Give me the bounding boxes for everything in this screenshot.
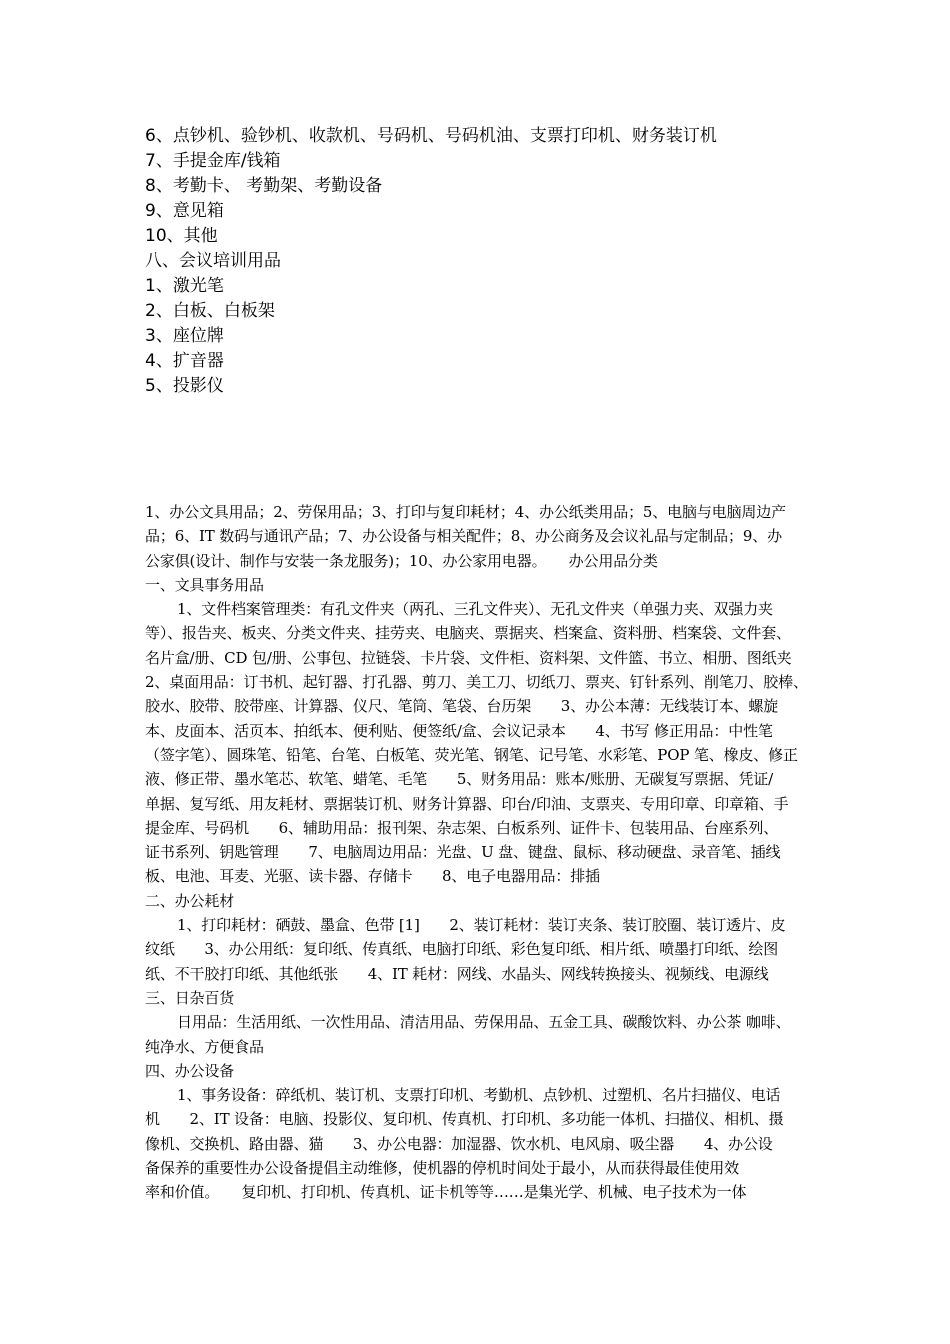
- list-item: 9、意见箱: [145, 201, 224, 221]
- body-line: 日用品：生活用纸、一次性用品、清洁用品、劳保用品、五金工具、碳酸饮料、办公茶 咖啡、: [177, 1013, 791, 1032]
- body-line: 1、事务设备：碎纸机、装订机、支票打印机、考勤机、点钞机、过塑机、名片扫描仪、电话: [177, 1086, 781, 1105]
- list-item: 7、手提金库/钱箱: [145, 151, 281, 171]
- body-line: 2、桌面用品：订书机、起钉器、打孔器、剪刀、美工刀、切纸刀、票夹、钉针系列、削笔刀、胶棒、: [145, 673, 808, 692]
- list-item: 3、座位牌: [145, 326, 224, 346]
- section-heading: 三、日杂百货: [145, 988, 235, 1007]
- body-line: 像机、交换机、路由器、猫 3、办公电器：加湿器、饮水机、电风扇、吸尘器 4、办公设: [145, 1134, 773, 1153]
- body-line: 1、办公文具用品；2、劳保用品；3、打印与复印耗材；4、办公纸类用品；5、电脑与电脑周边产: [145, 503, 786, 521]
- body-line: 证书系列、钥匙管理 7、电脑周边用品：光盘、U 盘、键盘、鼠标、移动硬盘、录音笔、插线: [145, 843, 781, 862]
- body-line: 纸、不干胶打印纸、其他纸张 4、IT 耗材：网线、水晶头、网线转换接头、视频线、电源线: [145, 964, 769, 983]
- body-line: 纯净水、方便食品: [145, 1037, 264, 1056]
- body-line: 纹纸 3、办公用纸：复印纸、传真纸、电脑打印纸、彩色复印纸、相片纸、喷墨打印纸、绘图: [145, 940, 779, 959]
- body-line: 公家俱(设计、制作与安装一条龙服务)；10、办公家用电器。 办公用品分类: [145, 551, 658, 570]
- list-item: 10、其他: [145, 226, 218, 246]
- body-line: 液、修正带、墨水笔芯、软笔、蜡笔、毛笔 5、财务用品：账本/账册、无碳复写票据、凭证/: [145, 770, 774, 789]
- body-line: 胶水、胶带、胶带座、计算器、仪尺、笔筒、笔袋、台历架 3、办公本薄：无线装订本、螺旋: [145, 697, 779, 716]
- body-line: 板、电池、耳麦、光驱、读卡器、存储卡 8、电子电器用品：排插: [145, 867, 600, 886]
- body-line: 等）、报告夹、板夹、分类文件夹、挂劳夹、电脑夹、票据夹、档案盒、资料册、档案袋、文件套、: [145, 624, 791, 643]
- section-heading: 二、办公耗材: [145, 891, 235, 910]
- body-line: （签字笔）、圆珠笔、铅笔、台笔、白板笔、荧光笔、钢笔、记号笔、水彩笔、POP 笔、橡皮、修正: [145, 745, 798, 764]
- body-line: 机 2、IT 设备：电脑、投影仪、复印机、传真机、打印机、多功能一体机、扫描仪、相机、摄: [145, 1110, 784, 1129]
- section-heading: 八、会议培训用品: [145, 251, 281, 271]
- list-item: 1、激光笔: [145, 276, 224, 296]
- list-item: 2、白板、白板架: [145, 301, 275, 321]
- item-list: [145, 124, 845, 399]
- list-item: 6、点钞机、验钞机、收款机、号码机、号码机油、支票打印机、财务装订机: [145, 126, 717, 146]
- body-line: 本、皮面本、活页本、拍纸本、便利贴、便签纸/盒、会议记录本 4、书写 修正用品：中性笔: [145, 721, 773, 740]
- body-line: 名片盒/册、CD 包/册、公事包、拉链袋、卡片袋、文件柜、资料架、文件篮、书立、相册、图纸夹: [145, 648, 792, 667]
- body-line: 备保养的重要性办公设备提倡主动维修，使机器的停机时间处于最小，从而获得最佳使用效: [145, 1159, 740, 1178]
- section-heading: 一、文具事务用品: [145, 575, 264, 594]
- list-item: 8、考勤卡、 考勤架、考勤设备: [145, 176, 383, 196]
- body-line: 品；6、IT 数码与通讯产品；7、办公设备与相关配件；8、办公商务及会议礼品与定制品；9、办: [145, 527, 782, 546]
- body-line: 提金库、号码机 6、辅助用品：报刊架、杂志架、白板系列、证件卡、包装用品、台座系列、: [145, 818, 779, 837]
- body-text: [145, 500, 815, 1205]
- body-line: 率和价值。 复印机、打印机、传真机、证卡机等等……是集光学、机械、电子技术为一体: [145, 1183, 747, 1202]
- section-heading: 四、办公设备: [145, 1061, 235, 1080]
- list-item: 5、投影仪: [145, 376, 224, 396]
- body-line: 1、打印耗材：硒鼓、墨盒、色带 [1] 2、装订耗材：装订夹条、装订胶圈、装订透片、皮: [177, 916, 786, 935]
- body-line: 1、文件档案管理类：有孔文件夹（两孔、三孔文件夹）、无孔文件夹（单强力夹、双强力夹: [177, 600, 773, 619]
- list-item: 4、扩音器: [145, 351, 224, 371]
- body-line: 单据、复写纸、用友耗材、票据装订机、财务计算器、印台/印油、支票夹、专用印章、印章箱、手: [145, 794, 789, 813]
